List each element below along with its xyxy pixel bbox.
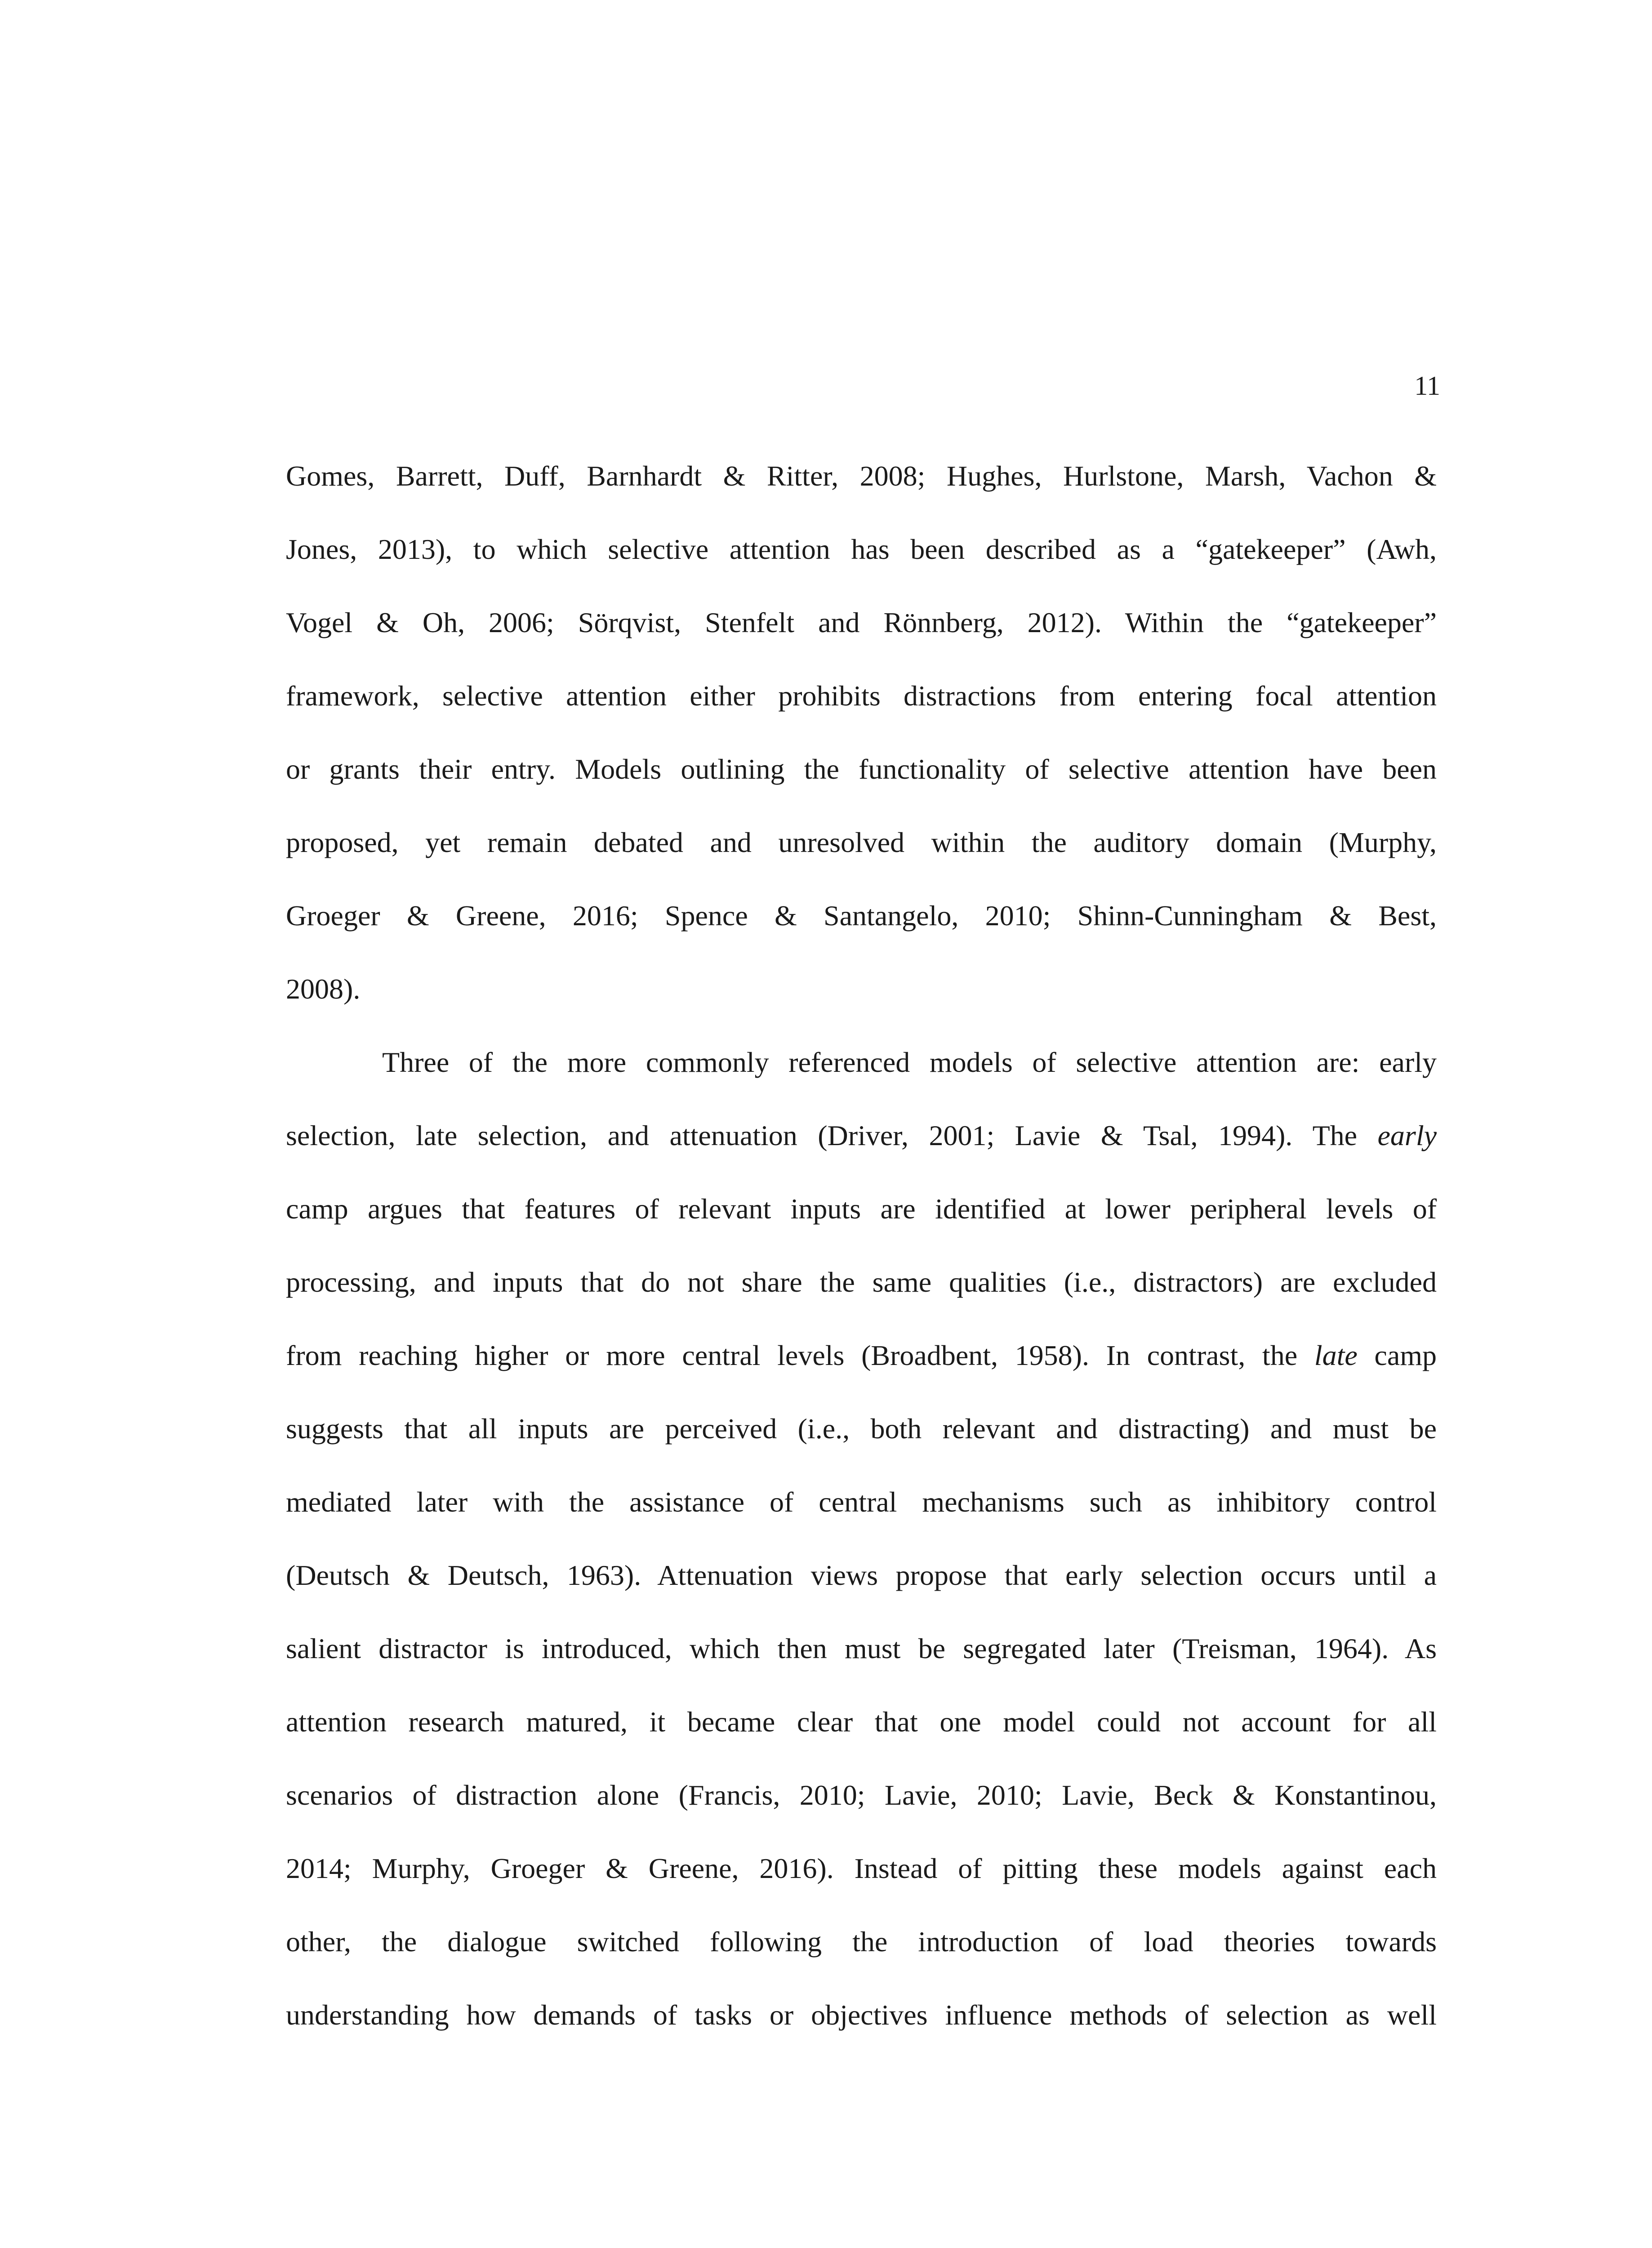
body-text [286,439,1437,2052]
italic-term: late [1314,1339,1358,1371]
text-line: other, the dialogue switched following the introduction of load theories towards [286,1926,1437,1958]
text-line: proposed, yet remain debated and unresolved within the auditory domain (Murphy, [286,826,1437,858]
text-line: 2014; Murphy, Groeger & Greene, 2016). Instead of pitting these models against each [286,1852,1437,1884]
text-line: processing, and inputs that do not share the same qualities (i.e., distractors) are excluded [286,1266,1437,1298]
text-line: (Deutsch & Deutsch, 1963). Attenuation views propose that early selection occurs until a [286,1559,1437,1591]
text-line: salient distractor is introduced, which then must be segregated later (Treisman, 1964). As [286,1632,1437,1664]
text-line [286,1099,1437,1172]
text-line: Gomes, Barrett, Duff, Barnhardt & Ritter, 2008; Hughes, Hurlstone, Marsh, Vachon & [286,460,1437,492]
text-line: Groeger & Greene, 2016; Spence & Santangelo, 2010; Shinn-Cunningham & Best, [286,900,1437,932]
text-line: scenarios of distraction alone (Francis, 2010; Lavie, 2010; Lavie, Beck & Konstantinou, [286,1779,1437,1811]
italic-term: early [1377,1120,1437,1151]
text-line: mediated later with the assistance of central mechanisms such as inhibitory control [286,1486,1437,1518]
text-segment: selection, late selection, and attenuation (Driver, 2001; Lavie & Tsal, 1994). The [286,1120,1378,1151]
text-line: framework, selective attention either prohibits distractions from entering focal attention [286,680,1437,712]
text-line: suggests that all inputs are perceived (i.e., both relevant and distracting) and must be [286,1413,1437,1445]
text-line: or grants their entry. Models outlining the functionality of selective attention have been [286,753,1437,785]
text-segment: from reaching higher or more central levels (Broadbent, 1958). In contrast, the [286,1339,1314,1371]
text-segment: camp [1357,1339,1437,1371]
page-number: 11 [1414,371,1440,401]
text-line: Vogel & Oh, 2006; Sörqvist, Stenfelt and Rönnberg, 2012). Within the “gatekeeper” [286,607,1437,638]
text-line: camp argues that features of relevant inputs are identified at lower peripheral levels of [286,1193,1437,1225]
text-line: Jones, 2013), to which selective attention has been described as a “gatekeeper” (Awh, [286,533,1437,565]
text-line: attention research matured, it became clear that one model could not account for all [286,1706,1437,1738]
text-line: Three of the more commonly referenced models of selective attention are: early [382,1046,1437,1078]
text-line: understanding how demands of tasks or objectives influence methods of selection as well [286,1999,1437,2031]
text-line: 2008). [286,973,361,1005]
text-line [286,1319,1437,1392]
